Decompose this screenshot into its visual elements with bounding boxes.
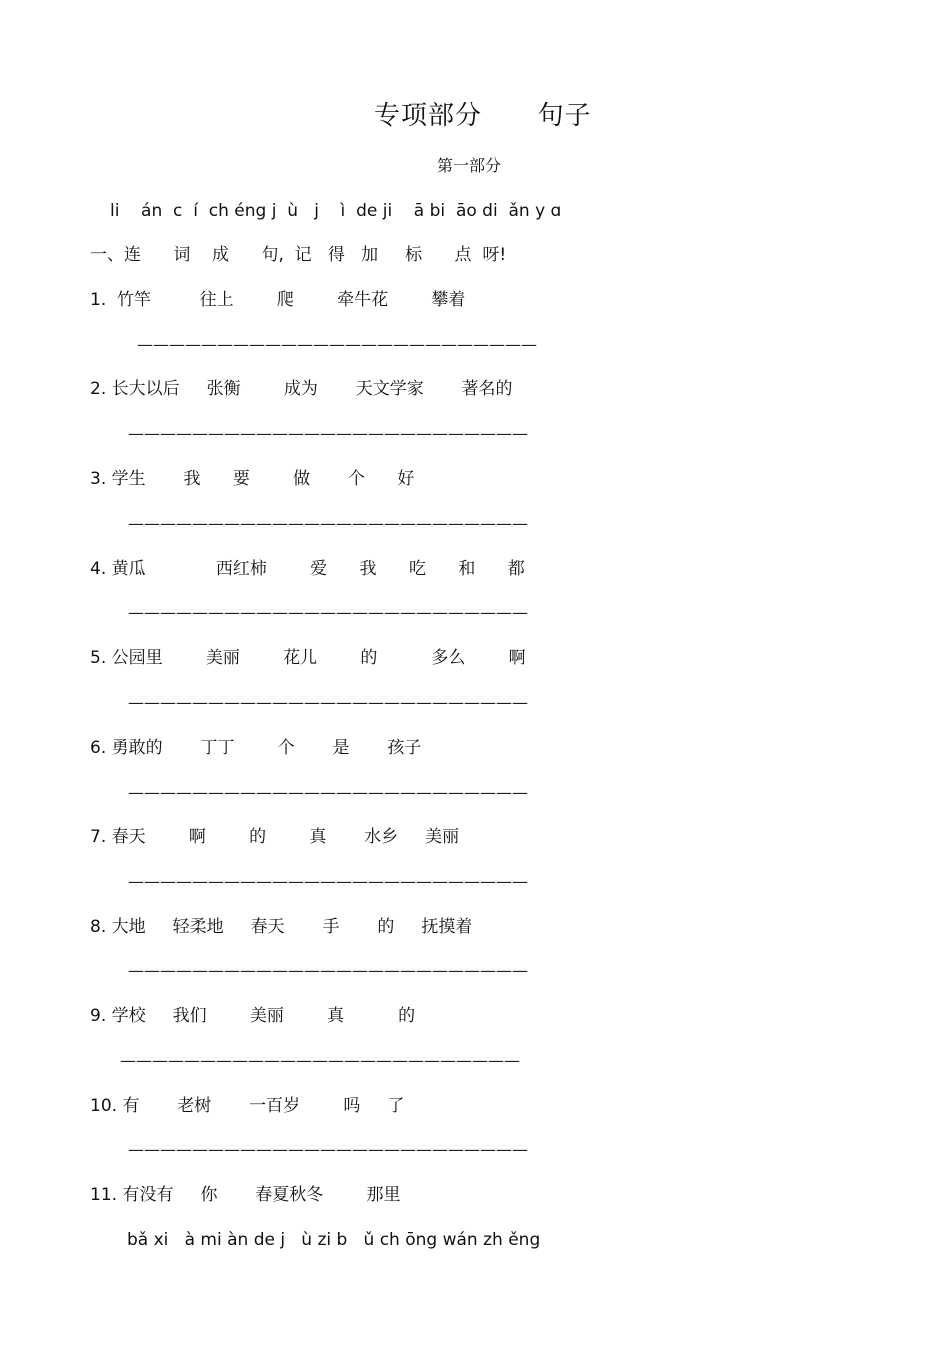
page-title: 专项部分 句子 xyxy=(374,101,592,131)
answer-line-5: ————————————————————————— xyxy=(128,693,528,712)
answer-line-3: ————————————————————————— xyxy=(128,514,528,533)
exercise-item-10: 10. 有 老树 一百岁 吗 了 xyxy=(90,1096,405,1116)
exercise-item-8: 8. 大地 轻柔地 春天 手 的 抚摸着 xyxy=(90,917,473,937)
section-subtitle: 第一部分 xyxy=(437,156,502,175)
exercise-item-1: 1. 竹竿 往上 爬 牵牛花 攀着 xyxy=(90,290,466,310)
answer-line-1: ————————————————————————— xyxy=(137,335,537,354)
exercise-item-2: 2. 长大以后 张衡 成为 天文学家 著名的 xyxy=(90,379,513,399)
exercise-item-4: 4. 黄瓜 西红柿 爱 我 吃 和 都 xyxy=(90,559,525,579)
answer-line-9: ————————————————————————— xyxy=(120,1051,520,1070)
answer-line-6: ————————————————————————— xyxy=(128,783,528,802)
answer-line-8: ————————————————————————— xyxy=(128,961,528,980)
pinyin-line: li án c í ch éng j ù j ì de ji ā bi āo di ǎn y ɑ xyxy=(110,201,562,221)
answer-line-4: ————————————————————————— xyxy=(128,603,528,622)
exercise-item-11: 11. 有没有 你 春夏秋冬 那里 xyxy=(90,1185,401,1205)
answer-line-2: ————————————————————————— xyxy=(128,424,528,443)
exercise-item-5: 5. 公园里 美丽 花儿 的 多么 啊 xyxy=(90,648,526,668)
exercise-item-7: 7. 春天 啊 的 真 水乡 美丽 xyxy=(90,827,460,847)
answer-line-10: ————————————————————————— xyxy=(128,1140,528,1159)
exercise-item-3: 3. 学生 我 要 做 个 好 xyxy=(90,469,415,489)
pinyin-line-bottom: bǎ xi à mi àn de j ù zi b ǔ ch ōng wán zh ěng xyxy=(127,1230,541,1250)
answer-line-7: ————————————————————————— xyxy=(128,872,528,891)
exercise-item-9: 9. 学校 我们 美丽 真 的 xyxy=(90,1006,416,1026)
instruction-text: 一、连 词 成 句, 记 得 加 标 点 呀! xyxy=(90,245,507,265)
exercise-item-6: 6. 勇敢的 丁丁 个 是 孩子 xyxy=(90,738,422,758)
